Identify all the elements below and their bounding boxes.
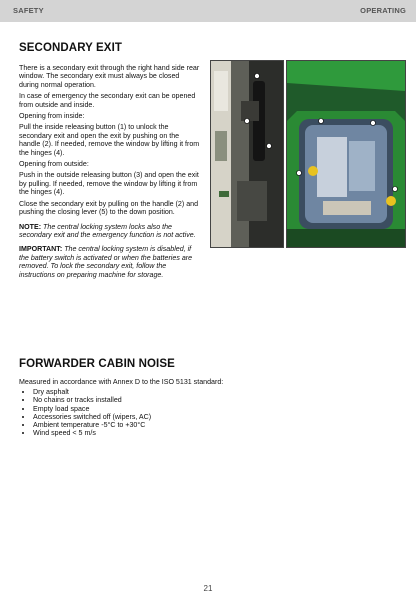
- paragraph: There is a secondary exit through the right hand side rear window. The secondary exit must always be closed during normal operation.: [19, 64, 200, 89]
- page-number: 21: [203, 584, 213, 593]
- secondary-exit-body: [19, 64, 201, 282]
- inside-exit-photo: [210, 60, 284, 248]
- note-label: NOTE:: [19, 222, 42, 231]
- paragraph: Pull the inside releasing button (1) to unlock the secondary exit and open the exit by pushing on the handle (2). If needed, remove the window by lifting it from the hinges (4).: [19, 123, 200, 157]
- cabin-noise-intro: Measured in accordance with Annex D to the ISO 5131 standard:: [19, 378, 224, 386]
- list-item: • No chains or tracks installed: [33, 396, 379, 404]
- list-item: • Wind speed < 5 m/s: [33, 429, 379, 437]
- page-header: [0, 0, 416, 22]
- paragraph: Push in the outside releasing button (3) and open the exit by pulling. If needed, remove the window by lifting it from the hinges (4).: [19, 171, 199, 197]
- list-item: • Empty load space: [33, 405, 379, 413]
- list-item: • Ambient temperature -5°C to +30°C: [33, 421, 379, 429]
- header-chapter-label: OPERATING: [360, 6, 406, 15]
- paragraph: Opening from outside:: [19, 160, 89, 169]
- important-label: IMPORTANT:: [19, 245, 63, 254]
- list-item: • Accessories switched off (wipers, AC): [33, 413, 379, 421]
- important-text: The central locking system is disabled, if the battery switch is activated or when the batteries are removed. To lock the secondary exit, follow the instructions on preparing machine for storage.: [19, 245, 193, 279]
- cabin-noise-conditions: [19, 388, 379, 437]
- note-text: The central locking system locks also the secondary exit and the emergency function is not active.: [19, 222, 196, 239]
- list-item: • Dry asphalt: [33, 388, 379, 396]
- note: [19, 223, 201, 240]
- important-note: [19, 245, 201, 279]
- cabin-noise-heading: FORWARDER CABIN NOISE: [19, 358, 175, 370]
- paragraph: In case of emergency the secondary exit can be opened from outside and inside.: [19, 92, 196, 109]
- paragraph: Close the secondary exit by pulling on the handle (2) and pushing the closing lever (5) to the down position.: [19, 199, 199, 217]
- cabin-noise-body: [19, 378, 379, 437]
- paragraph: Opening from inside:: [19, 112, 85, 121]
- outside-exit-photo: [286, 60, 406, 248]
- secondary-exit-heading: SECONDARY EXIT: [19, 42, 123, 54]
- header-section-label: SAFETY: [13, 6, 44, 15]
